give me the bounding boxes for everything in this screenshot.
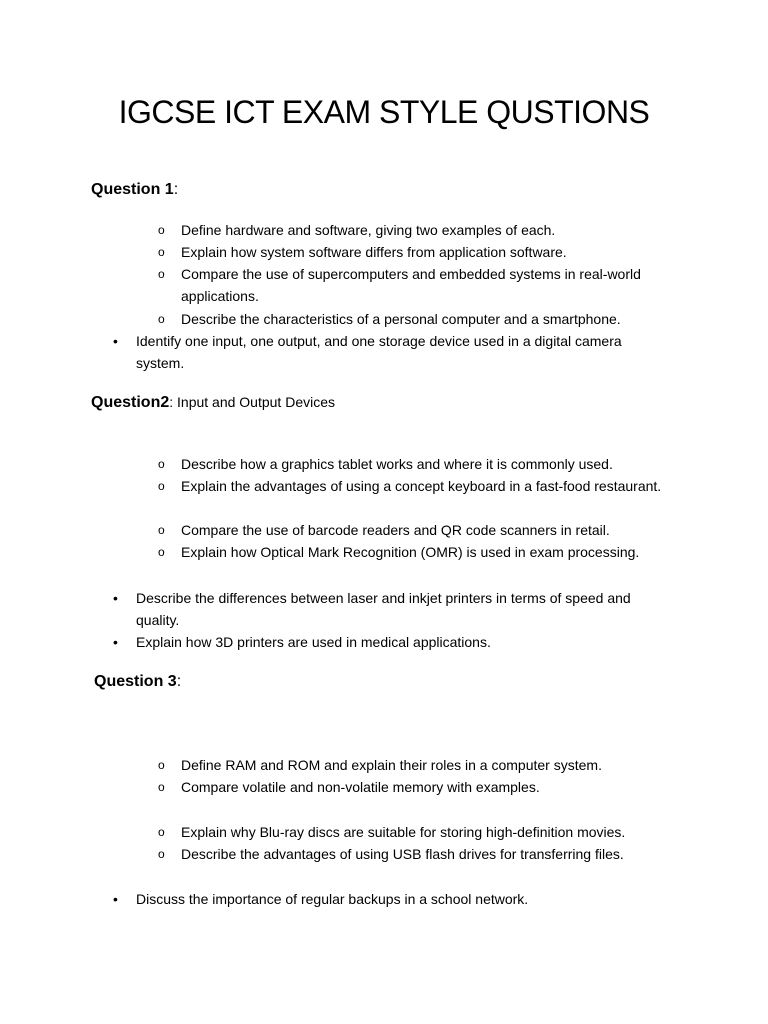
question-2-heading xyxy=(91,394,335,412)
question-2-label: Question2 xyxy=(91,394,170,411)
list-item-text: Define hardware and software, giving two examples of each. xyxy=(181,222,556,238)
list-item xyxy=(158,843,681,865)
question-1-suffix: : xyxy=(173,181,179,198)
list-item xyxy=(158,453,681,475)
list-item-text: Define RAM and ROM and explain their roles in a computer system. xyxy=(181,757,602,773)
question-1-label: Question 1 xyxy=(91,181,174,198)
question-1-heading xyxy=(91,181,178,199)
list-item xyxy=(158,821,681,843)
list-item-text: Discuss the importance of regular backups in a school network. xyxy=(136,891,529,907)
list-item xyxy=(113,587,666,631)
circle-bullet-icon: o xyxy=(158,245,165,259)
list-item-text: Compare volatile and non-volatile memory with examples. xyxy=(181,779,540,795)
list-item xyxy=(158,241,681,263)
page-title: IGCSE ICT EXAM STYLE QUSTIONS xyxy=(118,94,650,130)
circle-bullet-icon: o xyxy=(158,312,165,326)
bullet-icon: • xyxy=(113,333,118,349)
circle-bullet-icon: o xyxy=(158,847,165,861)
list-item xyxy=(158,541,681,563)
list-item xyxy=(113,631,666,653)
list-item-text: Describe the differences between laser and inkjet printers in terms of speed and quality. xyxy=(136,590,631,628)
question-2-suffix: : Input and Output Devices xyxy=(169,394,335,410)
circle-bullet-icon: o xyxy=(158,267,165,281)
bullet-icon: • xyxy=(113,590,118,606)
circle-bullet-icon: o xyxy=(158,457,165,471)
list-item xyxy=(113,330,666,374)
bullet-icon: • xyxy=(113,891,118,907)
list-item-text: Explain why Blu-ray discs are suitable for storing high-definition movies. xyxy=(181,824,626,840)
list-item-text: Explain how Optical Mark Recognition (OMR) is used in exam processing. xyxy=(181,544,640,560)
circle-bullet-icon: o xyxy=(158,523,165,537)
list-item-text: Describe how a graphics tablet works and where it is commonly used. xyxy=(181,456,613,472)
list-item xyxy=(113,888,666,910)
bullet-icon: • xyxy=(113,634,118,650)
list-item-text: Explain how system software differs from application software. xyxy=(181,244,567,260)
list-item xyxy=(158,776,681,798)
circle-bullet-icon: o xyxy=(158,780,165,794)
circle-bullet-icon: o xyxy=(158,479,165,493)
list-item-text: Explain how 3D printers are used in medical applications. xyxy=(136,634,491,650)
list-item xyxy=(158,219,681,241)
question-3-suffix: : xyxy=(176,673,182,690)
list-item xyxy=(158,308,681,330)
circle-bullet-icon: o xyxy=(158,223,165,237)
question-3-label: Question 3 xyxy=(94,673,177,690)
circle-bullet-icon: o xyxy=(158,825,165,839)
list-item-text: Compare the use of barcode readers and QR code scanners in retail. xyxy=(181,522,610,538)
circle-bullet-icon: o xyxy=(158,758,165,772)
list-item-text: Explain the advantages of using a concept keyboard in a fast-food restaurant. xyxy=(181,478,662,494)
list-item xyxy=(158,754,681,776)
question-3-heading xyxy=(94,673,181,691)
circle-bullet-icon: o xyxy=(158,545,165,559)
list-item-text: Compare the use of supercomputers and embedded systems in real-world applications. xyxy=(181,266,641,304)
list-item-text: Identify one input, one output, and one storage device used in a digital camera system. xyxy=(136,333,622,371)
list-item xyxy=(158,263,681,307)
list-item xyxy=(158,475,681,497)
list-item xyxy=(158,519,681,541)
list-item-text: Describe the advantages of using USB flash drives for transferring files. xyxy=(181,846,624,862)
list-item-text: Describe the characteristics of a personal computer and a smartphone. xyxy=(181,311,621,327)
